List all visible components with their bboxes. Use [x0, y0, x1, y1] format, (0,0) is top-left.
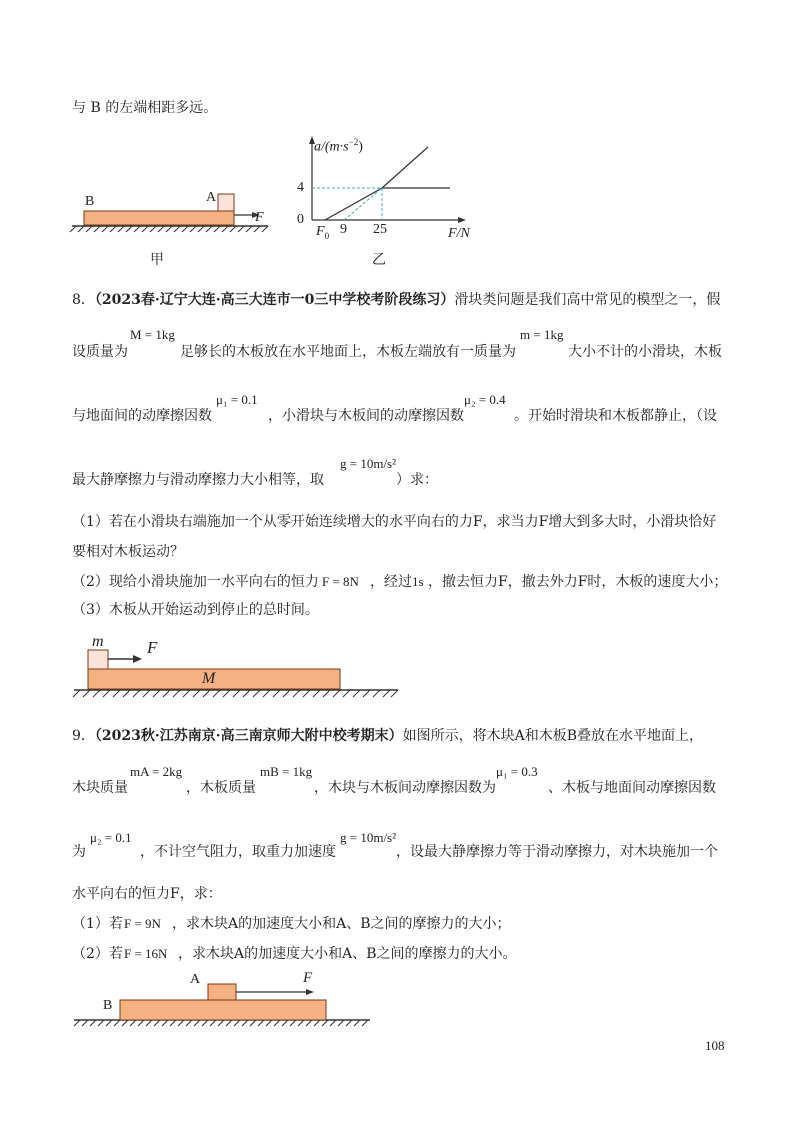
q9-part2-a: （2）若	[72, 946, 123, 962]
q8-part3: （3）木板从开始运动到停止的总时间。	[72, 602, 319, 618]
q9-line2-b: ，木板质量	[186, 780, 256, 796]
q8-line3-b: ，小滑块与木板间的动摩擦因数	[268, 408, 464, 424]
figure-q8	[70, 640, 405, 710]
label-b: B	[85, 194, 95, 209]
board-B-q9	[120, 1000, 326, 1020]
graph-ylabel: $a/(m\cdot s^{-2})$	[314, 137, 363, 155]
block-a	[218, 194, 234, 211]
math-1s: 1s	[412, 574, 424, 589]
label-f: F	[255, 210, 264, 225]
math-mB: mB = 1kg	[260, 764, 313, 779]
q8-line2-a: 设质量为	[72, 344, 128, 360]
math-M: M = 1kg	[130, 327, 175, 342]
math-mu1-q9: μ₁ = 0.3	[496, 764, 538, 779]
q8-line2-b: 足够长的木板放在水平地面上，木板左端放有一质量为	[180, 344, 516, 360]
q9-line3-a: 为	[72, 844, 86, 860]
q8-line3-c: 。开始时滑块和木板都静止，（设	[514, 408, 717, 424]
q9-line3-b: ，不计空气阻力，取重力加速度	[140, 844, 336, 860]
board-b	[84, 211, 234, 225]
math-g: g = 10m/s²	[340, 456, 397, 471]
label-A-q9: A	[190, 972, 201, 987]
math-g-q9: g = 10m/s²	[340, 830, 397, 845]
q9-line2-c: ，木块与木板间动摩擦因数为	[314, 780, 496, 796]
q9-line1: 9．（2023秋·江苏南京·高三南京师大附中校考期末）如图所示，将木块A和木板B叠放在水平地面上，	[72, 728, 704, 744]
text-line: 与 B 的左端相距多远。	[72, 100, 218, 116]
label-M: M	[202, 670, 216, 687]
q8-part2-a: （2）现给小滑块施加一水平向右的恒力	[72, 574, 319, 590]
label-F-q9: F	[303, 970, 313, 986]
figure-q9	[72, 978, 374, 1034]
q8-line1: 8．（2023春·辽宁大连·高三大连市一0三中学校考阶段练习）滑块类问题是我们高中常见的模型之一，假	[72, 292, 721, 308]
figure-jia	[70, 188, 280, 268]
math-F16: F = 16N	[124, 946, 168, 961]
block-m	[88, 650, 108, 669]
q8-part2-b: ，经过	[370, 574, 412, 590]
label-F-q8: F	[147, 638, 158, 657]
graph-line-high	[382, 147, 428, 188]
label-B-q9: B	[103, 998, 113, 1013]
math-m: m = 1kg	[520, 327, 564, 342]
math-mA: mA = 2kg	[130, 764, 183, 779]
q9-line4: 水平向右的恒力F，求：	[72, 886, 222, 902]
graph-tick-25: 25	[373, 222, 387, 237]
q8-line4-b: ）求：	[396, 472, 438, 488]
page-number: 108	[705, 1038, 725, 1053]
caption-jia: 甲	[150, 252, 164, 268]
q9-part1-a: （1）若	[72, 916, 123, 932]
q9-line2-a: 木块质量	[72, 780, 128, 796]
label-a: A	[206, 190, 217, 205]
graph-tick-4: 4	[297, 180, 304, 195]
label-m: m	[92, 633, 104, 650]
q9-line3-c: ，设最大静摩擦力等于滑动摩擦力，对木块施加一个	[396, 844, 718, 860]
graph-tick-0: 0	[297, 212, 304, 227]
q9-line2-d: 、木板与地面间动摩擦因数	[548, 780, 716, 796]
graph-tick-f0: $F_0$	[316, 224, 330, 241]
math-mu2: μ₂ = 0.4	[464, 392, 506, 407]
math-mu2-q9: μ₂ = 0.1	[90, 830, 132, 845]
graph-xlabel: F/N	[448, 226, 470, 241]
q8-line3-a: 与地面间的动摩擦因数	[72, 408, 212, 424]
q8-line4-a: 最大静摩擦力与滑动摩擦力大小相等，取	[72, 472, 324, 488]
graph-tick-9: 9	[340, 222, 347, 237]
caption-yi: 乙	[372, 252, 386, 268]
q9-part1-b: ，求木块A的加速度大小和A、B之间的摩擦力的大小；	[172, 916, 511, 932]
graph-line-low	[325, 188, 382, 220]
math-F8: F = 8N	[322, 574, 359, 589]
block-A-q9	[208, 984, 236, 1000]
q8-part1-line2: 要相对木板运动？	[72, 544, 184, 560]
q8-part1-line1: （1）若在小滑块右端施加一个从零开始连续增大的水平向右的力F，求当力F增大到多大时，小滑块恰好	[72, 514, 717, 530]
math-F9: F = 9N	[124, 916, 161, 931]
math-mu1: μ₁ = 0.1	[216, 392, 258, 407]
q9-part2-b: ，求木块A的加速度大小和A、B之间的摩擦力的大小。	[178, 946, 517, 962]
q8-line2-c: 大小不计的小滑块，木板	[568, 344, 722, 360]
q8-part2-c: ，撤去恒力F，撤去外力F时，木板的速度大小；	[428, 574, 728, 590]
